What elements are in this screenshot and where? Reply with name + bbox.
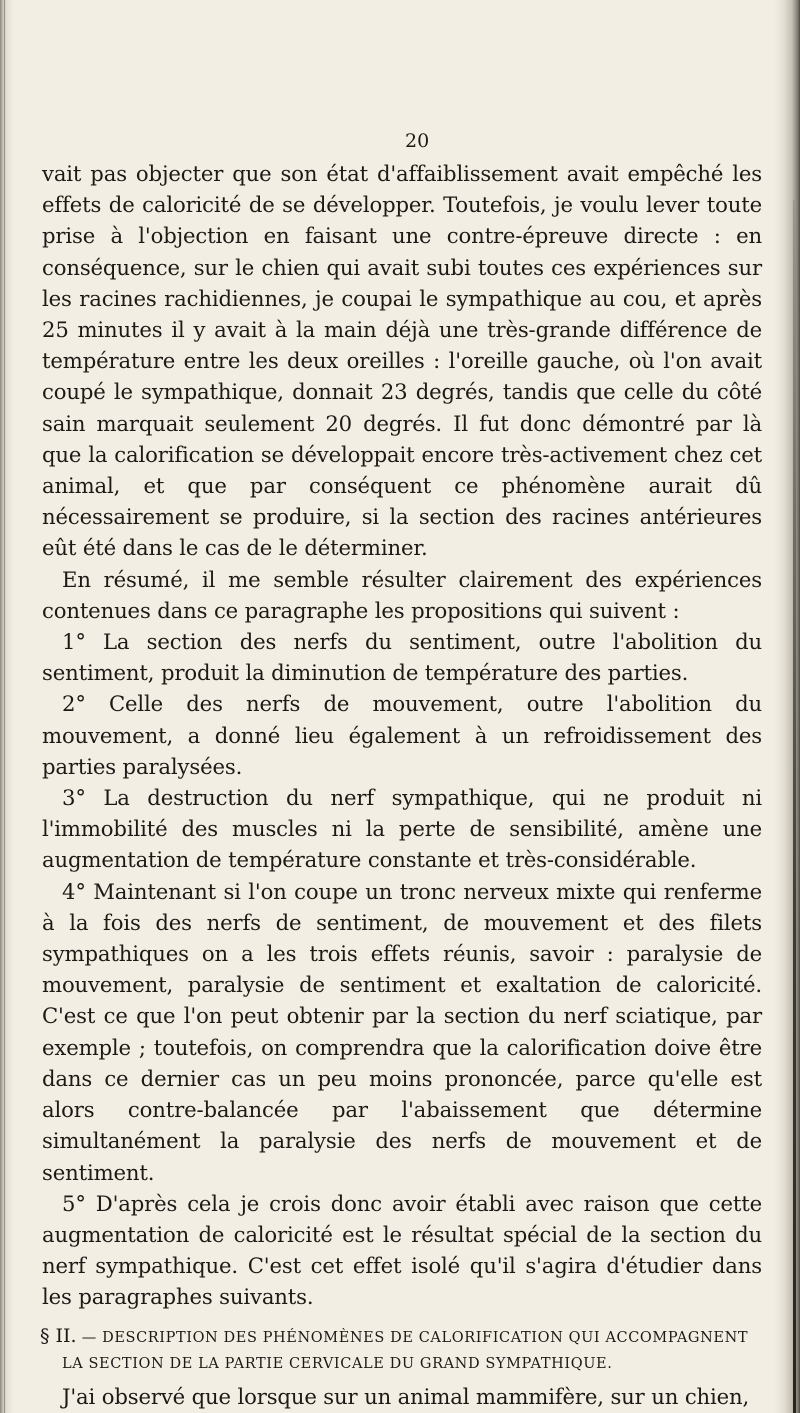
section-dash: — — [76, 1329, 103, 1346]
paragraph-proposition-1: 1° La section des nerfs du sentiment, outre l'abolition du sentiment, produit la diminution de température des parties. — [42, 629, 762, 686]
paragraph-continuation: vait pas objecter que son état d'affaiblissement avait empêché les effets de caloricité de se développer. Toutefois, je voulu lever toute prise à l'objection en faisant une contre-épreuve directe : en conséquence, sur le chien qui avait subi toutes ces expériences sur les racines rachidiennes, je coupai le sympathique au cou, et après 25 minutes il y avait à la main déjà une très-grande différence de température entre les deux oreilles : l'oreille gauche, où l'on avait coupé le sympathique, donnait 23 degrés, tandis que celle du côté sain marquait seulement 20 degrés. Il fut donc démontré par là que la calorification se développait encore très-activement chez cet animal, et que par conséquent ce phénomène aurait dû nécessairement se produire, si la section des racines antérieures eût été dans le cas de le déterminer. — [42, 161, 762, 561]
paragraph-proposition-4: 4° Maintenant si l'on coupe un tronc nerveux mixte qui renferme à la fois des nerfs de sentiment, de mouvement et des filets sympathiques on a les trois effets réunis, savoir : paralysie de mouvement, paralysie de sentiment et exaltation de caloricité. C'est ce que l'on peut obtenir par la section du nerf sciatique, par exemple ; toutefois, on comprendra que la calorification doive être dans ce dernier cas un peu moins prononcée, parce qu'elle est alors contre-balancée par l'abaissement que détermine simultanément la paralysie des nerfs de mouvement et de sentiment. — [42, 878, 762, 1185]
paragraph-summary-intro: En résumé, il me semble résulter clairement des expériences contenues dans ce paragraphe les propositions qui suivent : — [42, 566, 762, 623]
section-number: § II. — [40, 1324, 77, 1347]
section-heading — [40, 1323, 760, 1377]
paragraph-proposition-2: 2° Celle des nerfs de mouvement, outre l'abolition du mouvement, a donné lieu également à un refroidissement des parties paralysées. — [42, 691, 762, 779]
body-text — [42, 158, 762, 1412]
paragraph-proposition-5: 5° D'après cela je crois donc avoir établi avec raison que cette augmentation de caloricité est le résultat spécial de la section du nerf sympathique. C'est cet effet isolé qu'il s'agira d'étudier dans les paragraphes suivants. — [42, 1190, 762, 1310]
paragraph-proposition-3: 3° La destruction du nerf sympathique, qui ne produit ni l'immobilité des muscles ni la perte de sensibilité, amène une augmentation de température constante et très-considérable. — [42, 785, 762, 873]
paragraph-last-line: J'ai observé que lorsque sur un animal mammifère, sur un chien, — [62, 1383, 750, 1409]
page-right-edge-shadow — [774, 0, 800, 1413]
page-number: 20 — [405, 130, 430, 152]
section-title: DESCRIPTION DES PHÉNOMÈNES DE CALORIFICATION QUI ACCOMPAGNENT LA SECTION DE LA PARTIE CERVICALE DU GRAND SYMPATHIQUE. — [62, 1329, 749, 1372]
page-left-binding-edge — [0, 0, 14, 1413]
